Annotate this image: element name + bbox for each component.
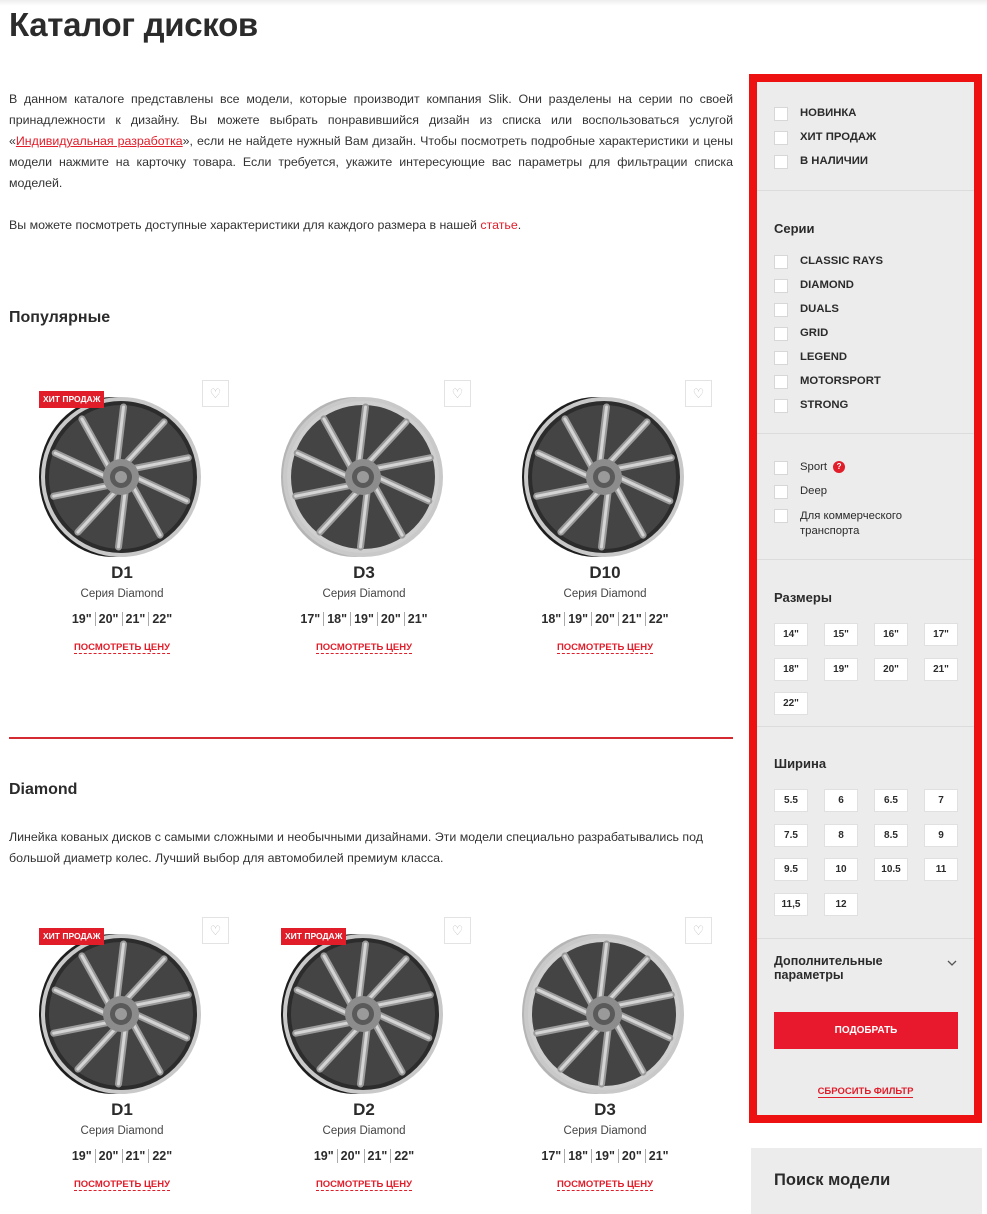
filter-chip[interactable]: 6	[824, 789, 858, 812]
heart-icon[interactable]: ♡	[202, 917, 229, 944]
filter-chip[interactable]: 21"	[924, 658, 958, 681]
model-search-panel	[751, 1148, 982, 1214]
size-value: 17"	[538, 1149, 565, 1163]
view-price-link[interactable]: ПОСМОТРЕТЬ ЦЕНУ	[556, 642, 654, 653]
size-value: 22"	[648, 612, 669, 626]
size-value: 19"	[69, 612, 96, 626]
help-icon[interactable]: ?	[833, 461, 845, 473]
series-name: Серия Diamond	[322, 588, 406, 600]
view-price-link[interactable]: ПОСМОТРЕТЬ ЦЕНУ	[73, 642, 171, 653]
size-value: 18"	[565, 1149, 592, 1163]
size-value: 17"	[297, 612, 324, 626]
product-card[interactable]	[251, 917, 477, 1207]
wheel-image[interactable]	[522, 932, 686, 1096]
product-card[interactable]	[492, 380, 718, 670]
size-value: 18"	[324, 612, 351, 626]
section-divider	[9, 737, 733, 739]
model-name[interactable]: D3	[594, 1100, 616, 1119]
wheel-image[interactable]	[39, 932, 203, 1096]
filter-chip[interactable]: 11,5	[774, 893, 808, 916]
size-value: 21"	[123, 1149, 150, 1163]
size-list	[492, 1149, 718, 1163]
filter-chip[interactable]: 9	[924, 824, 958, 847]
type-checkbox[interactable]	[774, 485, 964, 499]
size-value: 18"	[538, 612, 565, 626]
view-price-link[interactable]: ПОСМОТРЕТЬ ЦЕНУ	[315, 642, 413, 653]
series-name: Серия Diamond	[563, 588, 647, 600]
diamond-description: Линейка кованых дисков с самыми сложными и необычными дизайнами. Эти модели специально разрабатывались под большой диаметр колес. Лучший выбор для автомобилей премиум класса.	[9, 830, 703, 865]
type-checkbox[interactable]	[774, 461, 964, 475]
filter-chip[interactable]: 20"	[874, 658, 908, 681]
checkbox-box[interactable]	[774, 155, 788, 169]
series-checkbox[interactable]	[774, 327, 964, 341]
series-name: Серия Diamond	[80, 588, 164, 600]
filter-chip[interactable]: 7.5	[774, 824, 808, 847]
size-value: 21"	[365, 1149, 392, 1163]
size-value: 20"	[378, 612, 405, 626]
size-value: 21"	[619, 612, 646, 626]
checkbox-box[interactable]	[774, 485, 788, 499]
checkbox-box[interactable]	[774, 303, 788, 317]
flag-checkbox[interactable]	[774, 107, 964, 121]
size-value: 19"	[351, 612, 378, 626]
filter-chip[interactable]: 7	[924, 789, 958, 812]
hit-badge: ХИТ ПРОДАЖ	[281, 928, 346, 945]
size-value: 19"	[311, 1149, 338, 1163]
filter-chip[interactable]: 17"	[924, 623, 958, 646]
checkbox-label: CLASSIC RAYS	[800, 255, 884, 267]
size-value: 20"	[96, 1149, 123, 1163]
model-search-title: Поиск модели	[774, 1171, 891, 1189]
checkbox-label: НОВИНКА	[800, 107, 857, 119]
checkbox-box[interactable]	[774, 131, 788, 145]
intro-text: В данном каталоге представлены все модели, которые производит компания Slik. Они разделены на серии по своей принадлежности к дизайну. Вы можете выбрать понравившийся дизайн из списка или воспользоваться услугой «Индивидуальная разработка», если не найдете нужный Вам дизайн. Чтобы посмотреть подробные характеристики и цены модели нажмите на карточку товара. Если требуется, укажите интересующие вас параметры для фильтрации списка моделей.	[9, 92, 734, 190]
checkbox-label: В НАЛИЧИИ	[800, 155, 868, 167]
series-name: Серия Diamond	[80, 1125, 164, 1137]
size-value: 19"	[592, 1149, 619, 1163]
size-value: 19"	[565, 612, 592, 626]
model-name[interactable]: D1	[111, 563, 133, 582]
checkbox-label: STRONG	[800, 399, 849, 411]
product-card[interactable]	[251, 380, 477, 670]
filter-chip[interactable]: 8.5	[874, 824, 908, 847]
size-list	[9, 612, 235, 626]
view-price-link[interactable]: ПОСМОТРЕТЬ ЦЕНУ	[315, 1179, 413, 1190]
checkbox-box[interactable]	[774, 327, 788, 341]
checkbox-box[interactable]	[774, 375, 788, 389]
checkbox-box[interactable]	[774, 509, 788, 523]
checkbox-label: Sport	[800, 461, 828, 473]
filter-chip[interactable]: 6.5	[874, 789, 908, 812]
size-value: 20"	[96, 612, 123, 626]
checkbox-label: Для коммерческого транспорта	[800, 510, 903, 537]
filter-chip[interactable]: 12	[824, 893, 858, 916]
heart-icon[interactable]: ♡	[444, 917, 471, 944]
series-checkbox[interactable]	[774, 375, 964, 389]
checkbox-box[interactable]	[774, 107, 788, 121]
size-value: 19"	[69, 1149, 96, 1163]
series-checkbox[interactable]	[774, 255, 964, 269]
heart-icon[interactable]: ♡	[202, 380, 229, 407]
section-title-popular: Популярные	[9, 309, 111, 326]
section-title-diamond: Diamond	[9, 781, 78, 798]
model-name[interactable]: D10	[589, 563, 621, 582]
intro-article-text: Вы можете посмотреть доступные характеристики для каждого размера в нашей статье.	[9, 218, 522, 232]
size-value: 22"	[152, 612, 173, 626]
size-value: 22"	[394, 1149, 415, 1163]
size-value: 20"	[592, 612, 619, 626]
wheel-image[interactable]	[522, 395, 686, 559]
chevron-down-icon[interactable]	[947, 958, 957, 970]
series-checkbox[interactable]	[774, 279, 964, 293]
flag-checkbox[interactable]	[774, 131, 964, 145]
filter-chip[interactable]: 18"	[774, 658, 808, 681]
filter-chip[interactable]: 15"	[824, 623, 858, 646]
view-price-link[interactable]: ПОСМОТРЕТЬ ЦЕНУ	[556, 1179, 654, 1190]
extra-params-toggle[interactable]: Дополнительные параметры	[774, 954, 883, 982]
checkbox-box[interactable]	[774, 279, 788, 293]
view-price-link[interactable]: ПОСМОТРЕТЬ ЦЕНУ	[73, 1179, 171, 1190]
filter-chip[interactable]: 9.5	[774, 858, 808, 881]
checkbox-label: MOTORSPORT	[800, 375, 881, 387]
size-value: 21"	[407, 612, 428, 626]
size-value: 20"	[338, 1149, 365, 1163]
filter-sizes-title: Размеры	[774, 590, 832, 605]
filter-chip[interactable]: 10.5	[874, 858, 908, 881]
filter-series-title: Серии	[774, 221, 815, 236]
size-value: 20"	[619, 1149, 646, 1163]
checkbox-label: DUALS	[800, 303, 839, 315]
flag-checkbox[interactable]	[774, 155, 964, 169]
checkbox-box[interactable]	[774, 399, 788, 413]
size-value: 21"	[123, 612, 150, 626]
model-name[interactable]: D3	[353, 563, 375, 582]
checkbox-label: Deep	[800, 485, 828, 497]
page-title: Каталог дисков	[9, 6, 258, 43]
hit-badge: ХИТ ПРОДАЖ	[39, 928, 104, 945]
product-card[interactable]	[492, 917, 718, 1207]
checkbox-label: DIAMOND	[800, 279, 854, 291]
hit-badge: ХИТ ПРОДАЖ	[39, 391, 104, 408]
size-list	[251, 1149, 477, 1163]
wheel-image[interactable]	[39, 395, 203, 559]
wheel-image[interactable]	[281, 932, 445, 1096]
series-name: Серия Diamond	[563, 1125, 647, 1137]
filter-chip[interactable]: 16"	[874, 623, 908, 646]
model-name[interactable]: D2	[353, 1100, 375, 1119]
checkbox-label: LEGEND	[800, 351, 848, 363]
series-checkbox[interactable]	[774, 303, 964, 317]
filter-chip[interactable]: 19"	[824, 658, 858, 681]
series-name: Серия Diamond	[322, 1125, 406, 1137]
size-list	[492, 612, 718, 626]
checkbox-box[interactable]	[774, 461, 788, 475]
filter-chip[interactable]: 5.5	[774, 789, 808, 812]
heart-icon[interactable]: ♡	[685, 917, 712, 944]
checkbox-box[interactable]	[774, 351, 788, 365]
article-link[interactable]: статье	[480, 218, 518, 232]
model-name[interactable]: D1	[111, 1100, 133, 1119]
size-list	[251, 612, 477, 626]
series-checkbox[interactable]	[774, 399, 964, 413]
size-value: 22"	[152, 1149, 173, 1163]
checkbox-label: ХИТ ПРОДАЖ	[800, 131, 877, 143]
custom-design-link[interactable]: Индивидуальная разработка	[15, 134, 183, 148]
filter-chip[interactable]: 14"	[774, 623, 808, 646]
wheel-image[interactable]	[281, 395, 445, 559]
filter-panel	[749, 74, 982, 1123]
product-card[interactable]	[9, 380, 235, 670]
size-value: 21"	[648, 1149, 669, 1163]
series-checkbox[interactable]	[774, 351, 964, 365]
filter-chip[interactable]: 22"	[774, 692, 808, 715]
size-list	[9, 1149, 235, 1163]
reset-filter-link[interactable]: СБРОСИТЬ ФИЛЬТР	[817, 1086, 914, 1097]
type-checkbox[interactable]	[774, 509, 964, 539]
filter-chip[interactable]: 10	[824, 858, 858, 881]
heart-icon[interactable]: ♡	[444, 380, 471, 407]
apply-filter-button[interactable]: ПОДОБРАТЬ	[774, 1012, 958, 1049]
checkbox-label: GRID	[800, 327, 829, 339]
filter-chip[interactable]: 8	[824, 824, 858, 847]
heart-icon[interactable]: ♡	[685, 380, 712, 407]
filter-chip[interactable]: 11	[924, 858, 958, 881]
filter-width-title: Ширина	[774, 756, 827, 771]
checkbox-box[interactable]	[774, 255, 788, 269]
product-card[interactable]	[9, 917, 235, 1207]
